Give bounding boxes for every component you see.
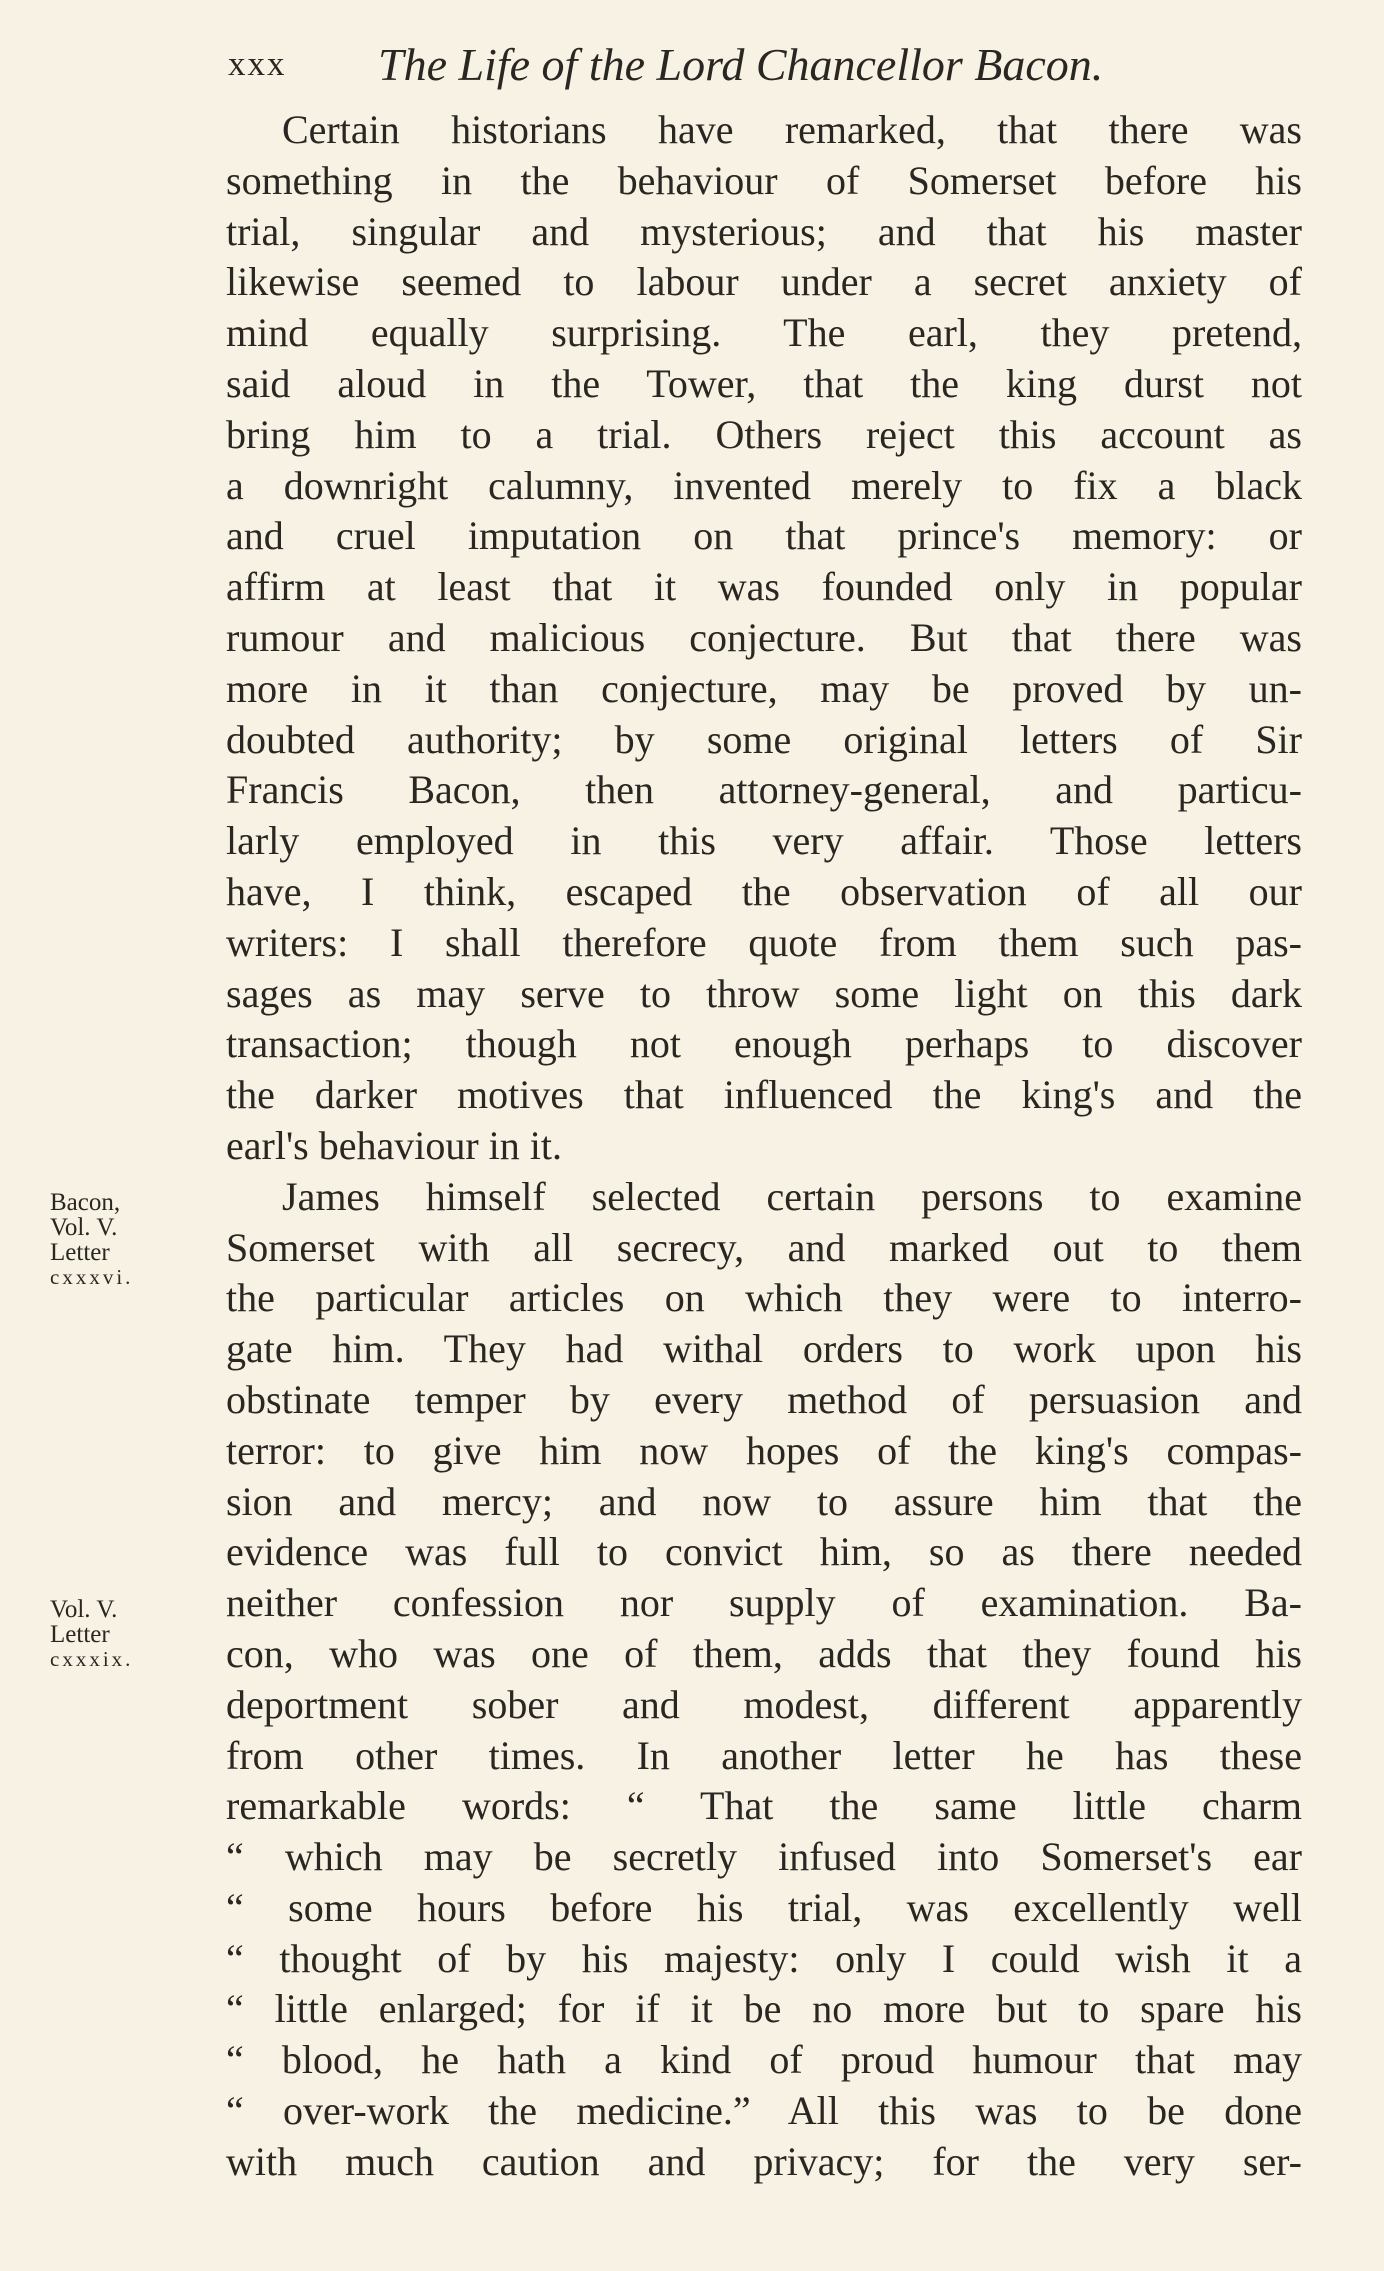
text-line: from other times. In another letter he has these — [226, 1732, 1302, 1778]
text-line: more in it than conjecture, may be proved by un- — [226, 665, 1302, 711]
margin-note-line: cxxxvi. — [50, 1265, 134, 1289]
text-line: gate him. They had withal orders to work upon his — [226, 1326, 1302, 1372]
text-line: evidence was full to convict him, so as there needed — [226, 1529, 1302, 1575]
margin-note-line: Letter — [50, 1621, 110, 1648]
text-line: deportment sober and modest, different apparently — [226, 1681, 1302, 1727]
text-line: larly employed in this very affair. Those letters — [226, 818, 1302, 864]
margin-note-line: Letter — [50, 1239, 110, 1266]
margin-note-1 — [50, 1190, 190, 1290]
text-line: likewise seemed to labour under a secret anxiety of — [226, 259, 1302, 305]
margin-note-line: cxxxix. — [50, 1647, 134, 1671]
text-line: Certain historians have remarked, that there was — [282, 107, 1302, 152]
text-line: “ blood, he hath a kind of proud humour that may — [226, 2037, 1302, 2083]
margin-note-line: Bacon, — [50, 1189, 121, 1216]
text-line: Francis Bacon, then attorney-general, and particu- — [226, 767, 1302, 813]
margin-note-line: Vol. V. — [50, 1214, 118, 1241]
text-line: Somerset with all secrecy, and marked out to them — [226, 1224, 1302, 1270]
text-line: with much caution and privacy; for the very ser- — [226, 2138, 1302, 2184]
text-line: sion and mercy; and now to assure him that the — [226, 1478, 1302, 1524]
running-title: The Life of the Lord Chancellor Bacon. — [378, 39, 1104, 90]
text-line: terror: to give him now hopes of the king's compas- — [226, 1427, 1302, 1473]
text-line: affirm at least that it was founded only in popular — [226, 564, 1302, 610]
text-line: a downright calumny, invented merely to fix a black — [226, 462, 1302, 508]
text-line: writers: I shall therefore quote from them such pas- — [226, 919, 1302, 965]
text-line: bring him to a trial. Others reject this account as — [226, 411, 1302, 457]
text-line: the darker motives that influenced the king's and the — [226, 1072, 1302, 1118]
text-line: “ over-work the medicine.” All this was to be done — [226, 2088, 1302, 2134]
text-line: “ which may be secretly infused into Somerset's ear — [226, 1834, 1302, 1880]
text-line: something in the behaviour of Somerset before his — [226, 157, 1302, 203]
text-line: mind equally surprising. The earl, they pretend, — [226, 310, 1302, 356]
margin-note-2 — [50, 1597, 190, 1672]
text-line: obstinate temper by every method of persuasion and — [226, 1376, 1302, 1422]
text-line: trial, singular and mysterious; and that his master — [226, 208, 1302, 254]
text-line: remarkable words: “ That the same little charm — [226, 1783, 1302, 1829]
text-line: “ some hours before his trial, was excellently well — [226, 1884, 1302, 1930]
text-line: sages as may serve to throw some light on this dark — [226, 970, 1302, 1016]
margin-note-line: Vol. V. — [50, 1596, 118, 1623]
body-text — [226, 105, 1302, 2188]
text-line: said aloud in the Tower, that the king durst not — [226, 360, 1302, 406]
text-line: James himself selected certain persons to examine — [282, 1173, 1302, 1219]
text-line: “ little enlarged; for if it be no more but to spare his — [226, 1986, 1302, 2032]
text-line: transaction; though not enough perhaps to discover — [226, 1021, 1302, 1067]
text-line: have, I think, escaped the observation of all our — [226, 868, 1302, 914]
text-line: and cruel imputation on that prince's memory: or — [226, 513, 1302, 559]
text-line: the particular articles on which they were to interro- — [226, 1275, 1302, 1321]
text-line: “ thought of by his majesty: only I could wish it a — [226, 1935, 1302, 1981]
text-line: doubted authority; by some original letters of Sir — [226, 716, 1302, 762]
text-line: neither confession nor supply of examination. Ba- — [226, 1580, 1302, 1626]
text-line: con, who was one of them, adds that they found his — [226, 1630, 1302, 1676]
text-line: earl's behaviour in it. — [226, 1122, 562, 1168]
running-header — [228, 38, 1300, 98]
text-line: rumour and malicious conjecture. But that there was — [226, 614, 1302, 660]
page-number: xxx — [228, 44, 287, 83]
